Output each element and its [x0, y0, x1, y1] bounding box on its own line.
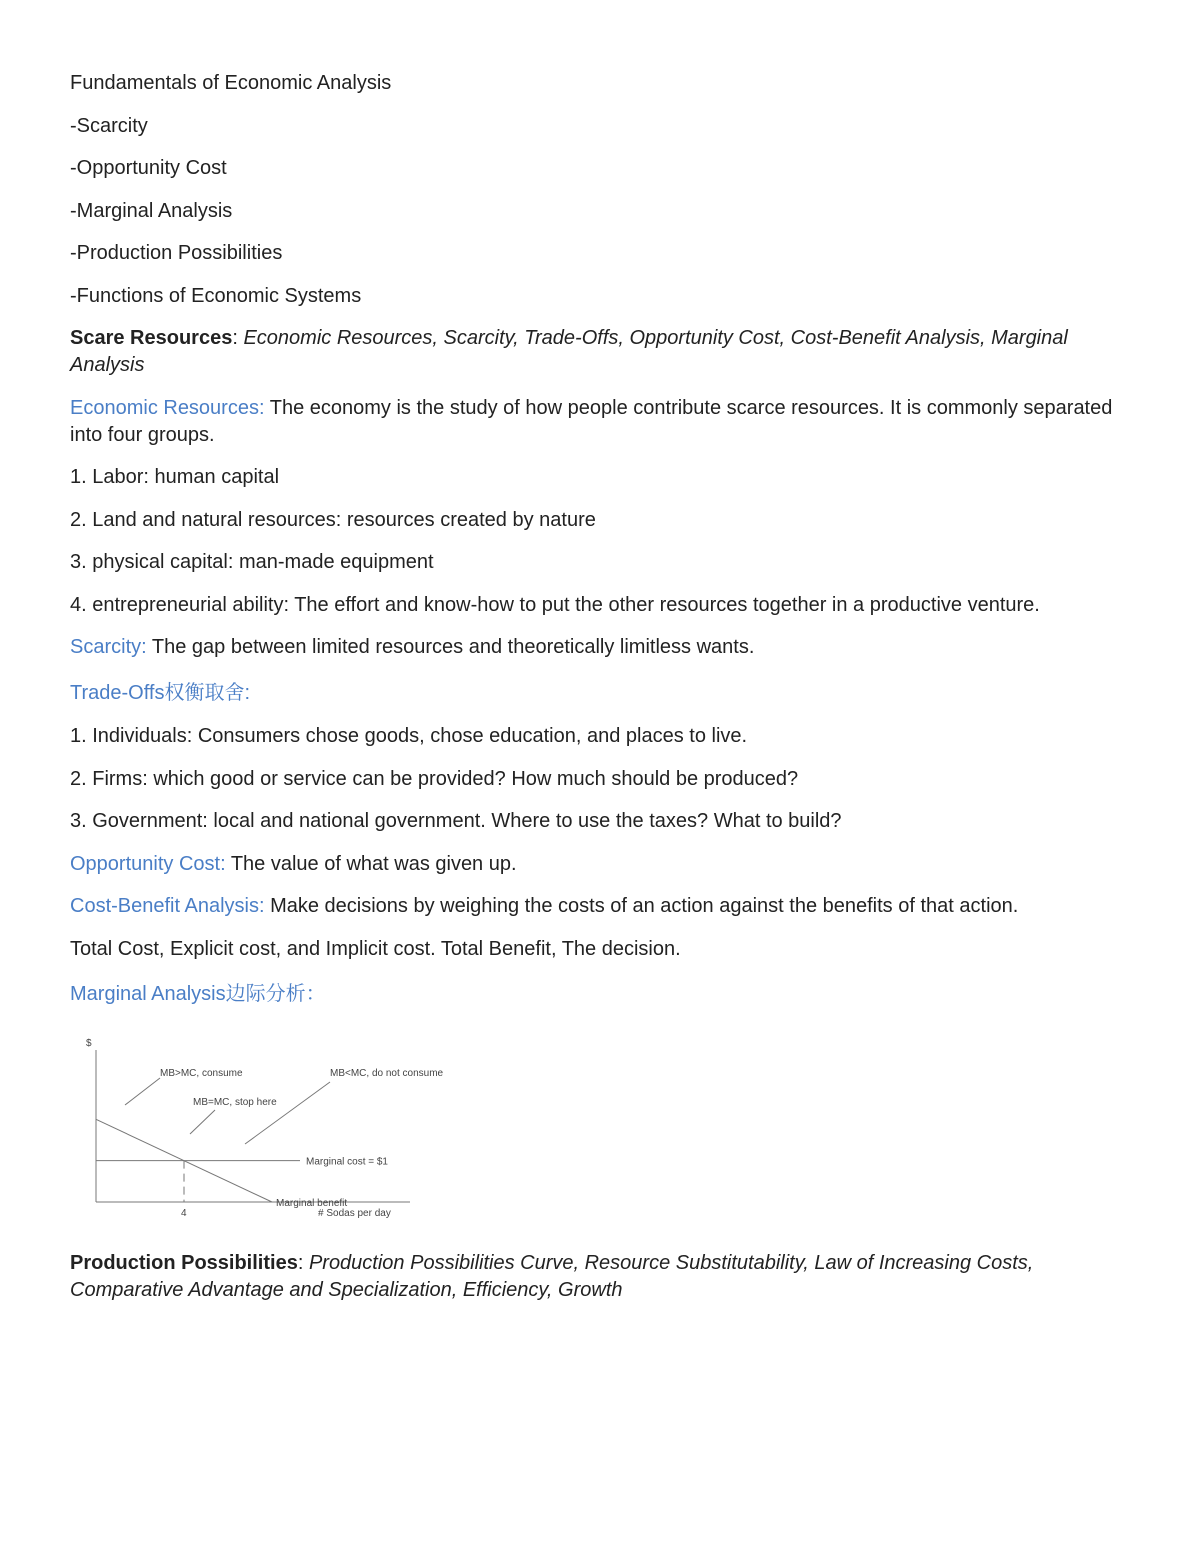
- section-label: Scare Resources: [70, 327, 233, 349]
- term-chinese: 权衡取舍: [164, 679, 245, 704]
- resource-group-item: 2. Land and natural resources: resources created by nature: [70, 508, 596, 531]
- outline-item: -Functions of Economic Systems: [70, 284, 362, 307]
- definition: Make decisions by weighing the costs of an action against the benefits of that action.: [264, 895, 1019, 917]
- resource-group-item: 3. physical capital: man-made equipment: [70, 551, 434, 573]
- mb-series-label: Marginal benefit: [276, 1198, 348, 1209]
- production-possibilities-heading: [70, 1250, 1140, 1304]
- trade-off-item: 1. Individuals: Consumers chose goods, chose education, and places to live.: [70, 725, 748, 747]
- trade-off-item: 2. Firms: which good or service can be provided? How much should be produced?: [70, 767, 799, 790]
- trade-offs-heading: [70, 677, 1140, 708]
- definition: The economy is the study of how people contribute scarce resources. It is commonly separated into four groups.: [70, 396, 1113, 446]
- opportunity-cost-paragraph: [70, 851, 1140, 878]
- document-title: Fundamentals of Economic Analysis: [70, 72, 392, 94]
- term: Marginal Analysis: [70, 983, 226, 1005]
- separator: :: [297, 1252, 309, 1274]
- cost-benefit-note: Total Cost, Explicit cost, and Implicit cost. Total Benefit, The decision.: [70, 937, 681, 960]
- annotation-stop-here: MB=MC, stop here: [193, 1097, 277, 1108]
- annotation-pointer: [245, 1082, 330, 1144]
- outline-item: -Opportunity Cost: [70, 157, 227, 179]
- term: Scarcity:: [70, 636, 147, 658]
- outline-item: -Marginal Analysis: [70, 199, 233, 222]
- outline-item: -Production Possibilities: [70, 242, 283, 264]
- term: Opportunity Cost:: [70, 852, 226, 875]
- section-label: Production Possibilities: [70, 1252, 298, 1274]
- outline-item: -Scarcity: [70, 114, 148, 137]
- section-topics: Production Possibilities Curve, Resource Substitutability, Law of Increasing Costs, Comparative Advantage and Specialization, Efficiency, Growth: [70, 1252, 1034, 1301]
- x-axis-label: # Sodas per day: [318, 1208, 391, 1219]
- separator: :: [232, 327, 244, 349]
- colon: :: [244, 681, 251, 704]
- term: Trade-Offs: [70, 681, 165, 704]
- x-tick-label: 4: [181, 1208, 187, 1219]
- definition: The value of what was given up.: [225, 852, 517, 875]
- annotation-pointer: [190, 1110, 215, 1134]
- scarcity-paragraph: [70, 634, 1140, 661]
- annotation-pointer: [125, 1078, 160, 1105]
- scare-resources-heading: [70, 325, 1140, 379]
- definition: The gap between limited resources and theoretically limitless wants.: [146, 636, 755, 658]
- trade-off-item: 3. Government: local and national government. Where to use the taxes? What to build?: [70, 810, 842, 832]
- term: Economic Resources:: [70, 396, 265, 419]
- marginal-analysis-heading: [70, 978, 1140, 1009]
- annotation-consume: MB>MC, consume: [160, 1068, 243, 1079]
- section-topics: Economic Resources, Scarcity, Trade-Offs, Opportunity Cost, Cost-Benefit Analysis, Marginal Analysis: [70, 327, 1068, 376]
- resource-group-item: 4. entrepreneurial ability: The effort and know-how to put the other resources together in a productive venture.: [70, 593, 1040, 616]
- term-chinese: 边际分析：: [225, 981, 326, 1005]
- economic-resources-paragraph: [70, 395, 1140, 449]
- resource-group-item: 1. Labor: human capital: [70, 466, 280, 488]
- y-axis-label: $: [86, 1038, 92, 1049]
- cost-benefit-paragraph: [70, 893, 1140, 920]
- mc-series-label: Marginal cost = $1: [306, 1156, 388, 1168]
- annotation-do-not-consume: MB<MC, do not consume: [330, 1068, 444, 1079]
- marginal-analysis-chart: [80, 1030, 460, 1225]
- term: Cost-Benefit Analysis:: [70, 895, 265, 917]
